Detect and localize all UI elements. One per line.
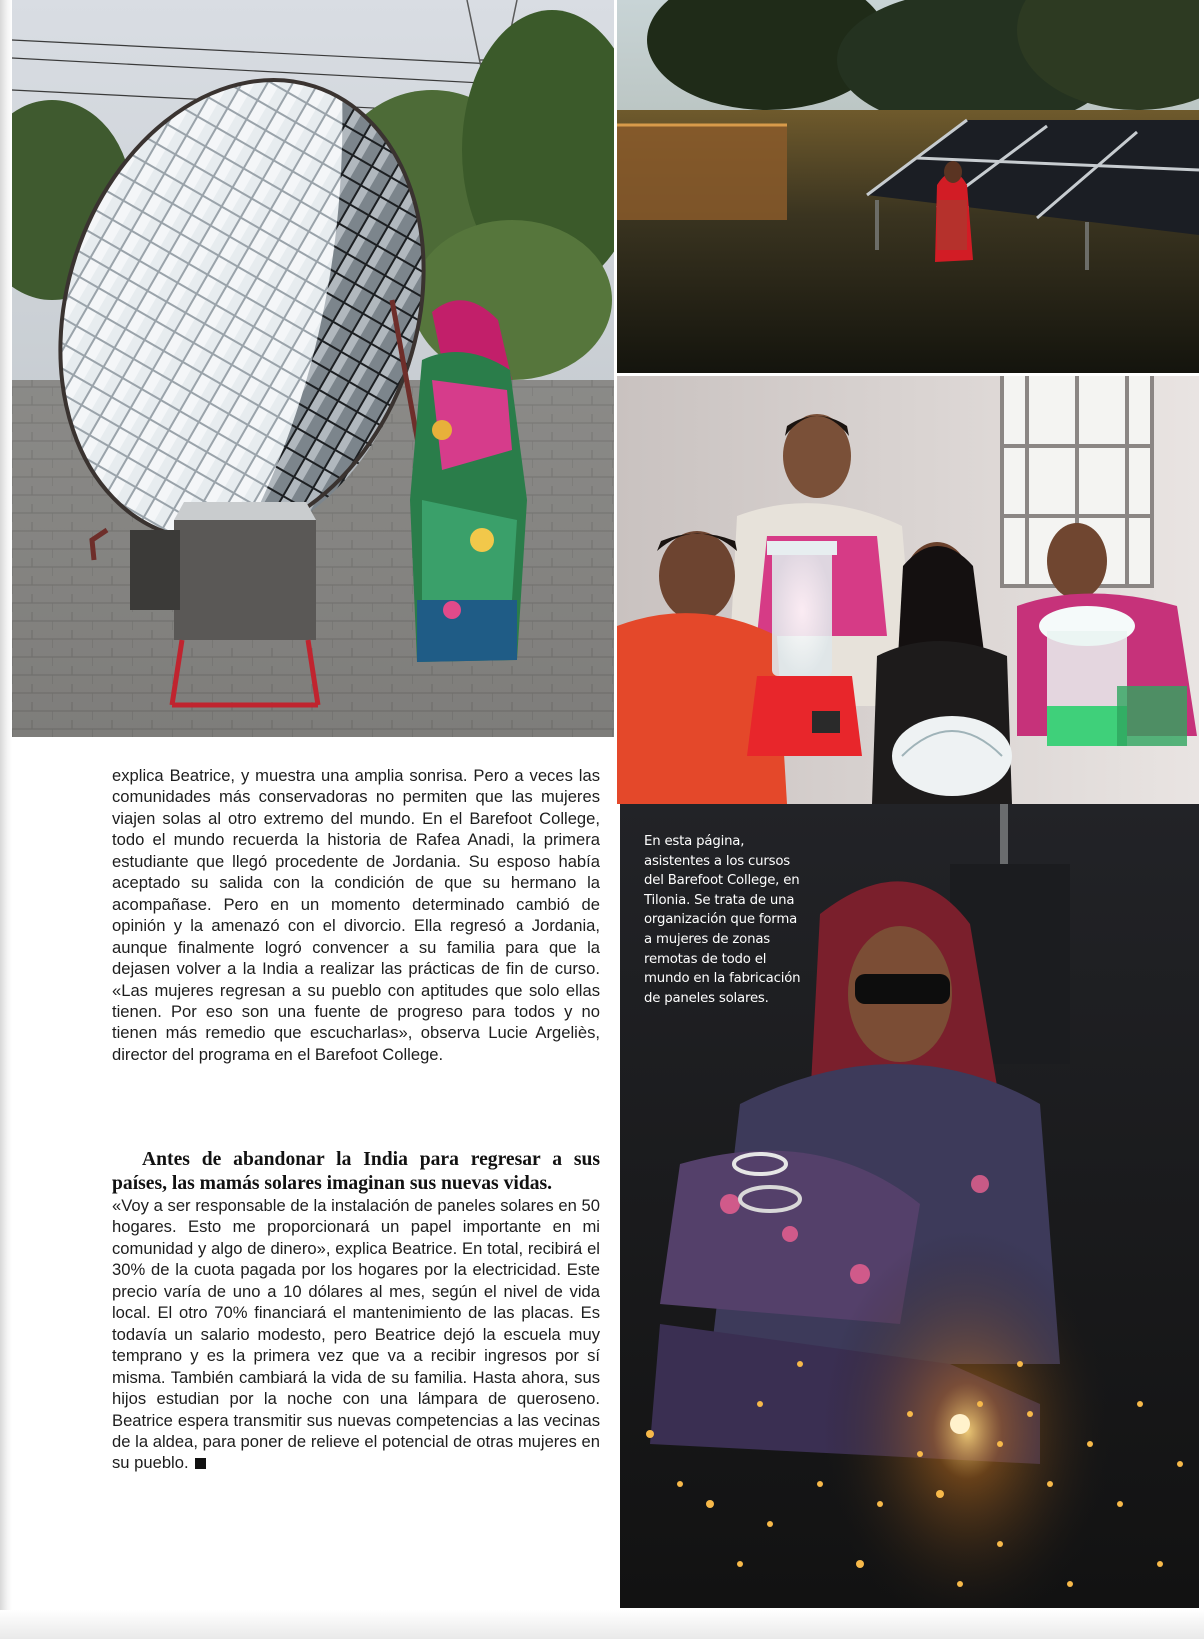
lamps-illustration	[617, 376, 1199, 804]
scan-edge-shadow	[0, 0, 12, 1639]
article-section-2	[112, 1148, 600, 1474]
article-paragraph-2-text: «Voy a ser responsable de la instalación de paneles solares en 50 hogares. Esto me proporcionará un papel importante en mi comunidad y algo de dinero», explica Beatrice. En total, recibirá el 30% de la cuota pagada por los hogares por la electricidad. Este precio varía de uno a 10 dólares al mes, según el nivel de vida local. El otro 70% financiará el mantenimiento de las placas. Es todavía un salario modesto, pero Beatrice dejó la escuela muy temprano y es la primera vez que va a recibir ingresos por sí misma. También cambiará la vida de su familia. Hasta ahora, sus hijos estudian por la noche con una lámpara de queroseno. Beatrice espera transmitir sus nuevas competencias a las vecinas de la aldea, para poner de relieve el potencial de otras mujeres en su pueblo.	[112, 1196, 600, 1473]
article-lead-in: Antes de abandonar la India para regresar a sus países, las mamás solares imaginan sus nuevas vidas.	[112, 1149, 600, 1194]
article-paragraph-2	[112, 1195, 600, 1474]
photo-caption: En esta página, asistentes a los cursos del Barefoot College, en Tilonia. Se trata de una organización que forma a mujeres de zonas remotas de todo el mundo en la fabricación de paneles solares.	[644, 834, 801, 1006]
photo-solar-panels	[617, 0, 1199, 373]
scan-bottom-shadow	[0, 1610, 1204, 1639]
solar-dish-illustration	[12, 0, 614, 737]
photo-solar-dish	[12, 0, 614, 737]
article-paragraph-1: explica Beatrice, y muestra una amplia sonrisa. Pero a veces las comunidades más conservadoras no permiten que las mujeres viajen solas al otro extremo del mundo. En el Barefoot College, todo el mundo recuerda la historia de Rafea Anadi, la primera estudiante que llegó procedente de Jordania. Su esposo había aceptado su salida con la condición de que su hermano la acompañase. Pero en un momento determinado cambió de opinión y la amenazó con el divorcio. Ella regresó a Jordania, aunque finalmente logró convencer a su familia para que la dejasen volver a la India a realizar las prácticas de fin de curso. «Las mujeres regresan a su pueblo con aptitudes que solo ellas tienen. Por eso son una fuente de progreso para todos y no tienen más remedio que escucharlas», observa Lucie Argeliès, director del programa en el Barefoot College.	[112, 766, 600, 1064]
end-of-article-mark	[195, 1458, 206, 1469]
solar-panels-illustration	[617, 0, 1199, 373]
photo-lamps	[617, 376, 1199, 804]
